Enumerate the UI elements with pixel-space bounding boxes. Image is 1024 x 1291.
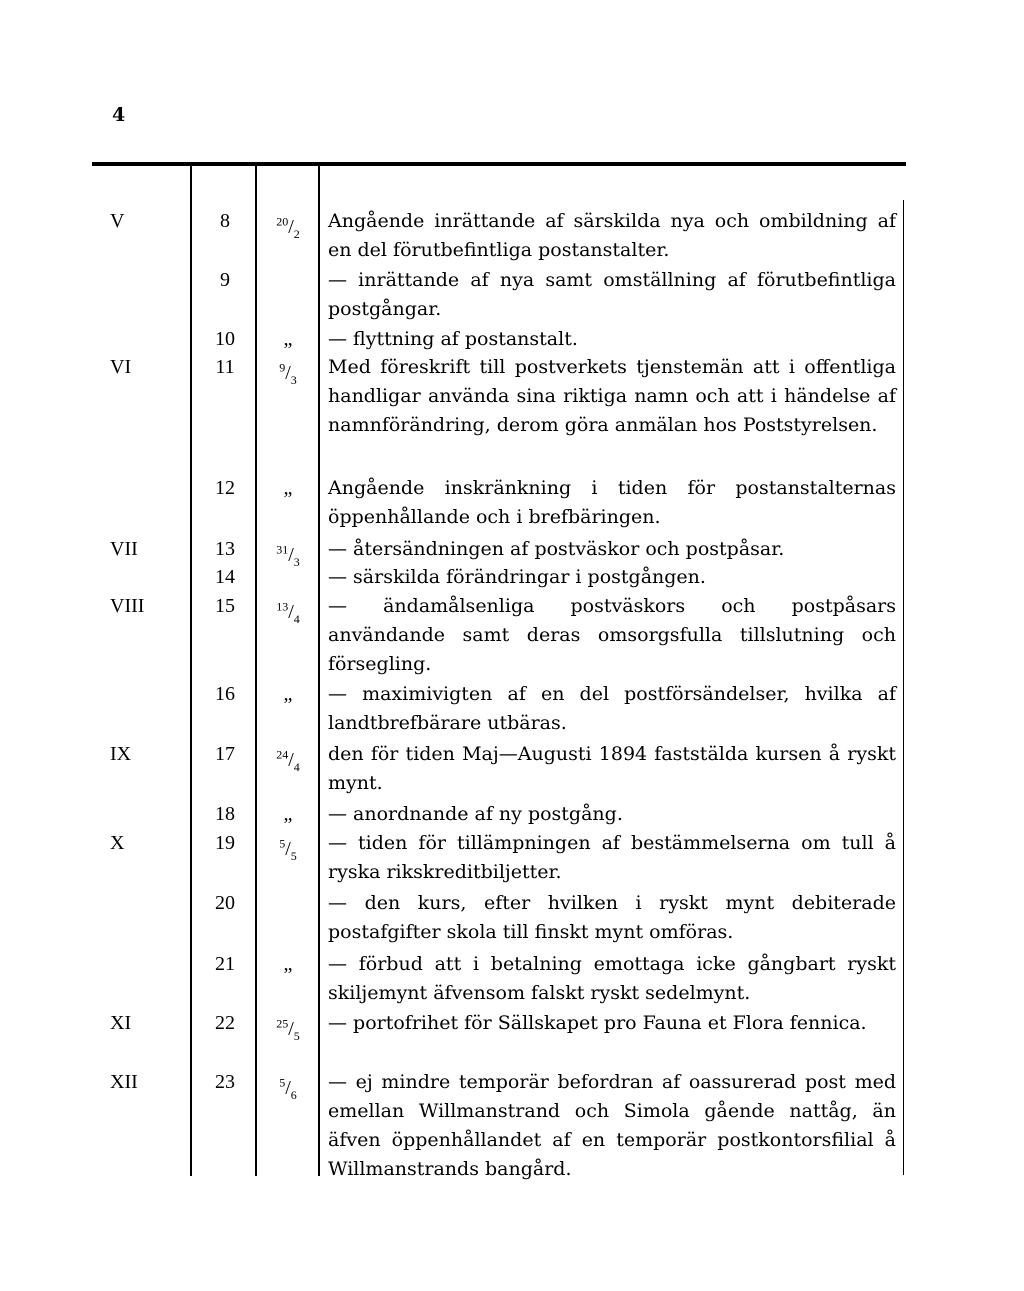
entry-date bbox=[262, 1068, 314, 1110]
list-item bbox=[0, 353, 1024, 473]
entry-date: „ bbox=[283, 328, 293, 350]
entry-date bbox=[262, 740, 314, 782]
entry-text: den för tiden Maj—Augusti 1894 faststälda kursen å ryskt mynt. bbox=[328, 743, 896, 794]
entry-date bbox=[262, 353, 314, 395]
entry-number: 11 bbox=[215, 356, 235, 378]
entry-date bbox=[262, 829, 314, 871]
section-number: VIII bbox=[110, 595, 145, 617]
date-fraction: $^{25}/_5$ bbox=[276, 1016, 300, 1043]
entry-text: Med föreskrift till postverkets tjenstemän att i offentliga handligar använda sina riktiga namn och att i händelse af namnförändring, derom göra anmälan hos Poststyrelsen. bbox=[328, 356, 896, 436]
entry-text: — ändamålsenliga postväskors och postpåsars användande samt deras omsorgsfulla tillslutning och försegling. bbox=[328, 595, 896, 675]
date-fraction: $^5/_6$ bbox=[279, 1075, 297, 1102]
section-number: VII bbox=[110, 538, 138, 560]
section-number: VI bbox=[110, 356, 132, 378]
list-item bbox=[0, 829, 1024, 889]
entry-number: 17 bbox=[215, 743, 235, 765]
entry-date: „ bbox=[283, 477, 293, 499]
header-rule bbox=[92, 162, 906, 166]
date-fraction: $^{20}/_2$ bbox=[276, 214, 300, 241]
entry-number: 9 bbox=[220, 269, 230, 291]
entry-text: — förbud att i betalning emottaga icke gångbart ryskt skiljemynt äfvensom falskt ryskt sedelmynt. bbox=[328, 953, 896, 1004]
date-fraction: $^{31}/_3$ bbox=[276, 542, 300, 569]
list-item bbox=[0, 800, 1024, 830]
entry-number: 14 bbox=[215, 566, 235, 588]
list-item bbox=[0, 535, 1024, 569]
list-item bbox=[0, 266, 1024, 326]
entry-date: „ bbox=[283, 683, 293, 705]
list-item bbox=[0, 563, 1024, 593]
entry-date bbox=[262, 207, 314, 249]
section-number: IX bbox=[110, 743, 132, 765]
list-item bbox=[0, 950, 1024, 1010]
entry-date: „ bbox=[283, 953, 293, 975]
entry-number: 20 bbox=[215, 892, 235, 914]
entry-number: 19 bbox=[215, 832, 235, 854]
entry-text: — den kurs, efter hvilken i ryskt mynt debiterade postafgifter skola till finskt mynt omföras. bbox=[328, 892, 896, 943]
date-fraction: $^5/_5$ bbox=[279, 836, 297, 863]
list-item bbox=[0, 1068, 1024, 1188]
entry-text: — särskilda förändringar i postgången. bbox=[328, 566, 706, 588]
entry-number: 22 bbox=[215, 1012, 235, 1034]
entry-text: Angående inrättande af särskilda nya och ombildning af en del förutbefintliga postanstalter. bbox=[328, 210, 896, 261]
entry-number: 13 bbox=[215, 538, 235, 560]
entry-date bbox=[262, 592, 314, 634]
entry-number: 15 bbox=[215, 595, 235, 617]
entry-text: — flyttning af postanstalt. bbox=[328, 328, 578, 350]
list-item bbox=[0, 1009, 1024, 1069]
entry-number: 16 bbox=[215, 683, 235, 705]
entry-text: — tiden för tillämpningen af bestämmelserna om tull å ryska rikskreditbiljetter. bbox=[328, 832, 896, 883]
entry-date bbox=[262, 1009, 314, 1051]
entry-text: Angående inskränkning i tiden för postanstalternas öppenhållande och i brefbäringen. bbox=[328, 477, 896, 528]
date-fraction: $^9/_3$ bbox=[279, 360, 297, 387]
page-number: 4 bbox=[112, 104, 126, 126]
entry-text: — inrättande af nya samt omställning af förutbefintliga postgångar. bbox=[328, 269, 896, 320]
list-item bbox=[0, 740, 1024, 800]
entry-text: — portofrihet för Sällskapet pro Fauna et Flora fennica. bbox=[328, 1012, 867, 1034]
date-fraction: $^{13}/_4$ bbox=[276, 599, 300, 626]
list-item bbox=[0, 592, 1024, 682]
section-number: X bbox=[110, 832, 125, 854]
entry-text: — ej mindre temporär befordran af oassurerad post med emellan Willmanstrand och Simola gående nattåg, än äfven öppenhållandet af en temporär postkontorsfilial å Willmanstrands bangård. bbox=[328, 1071, 896, 1180]
list-item bbox=[0, 474, 1024, 534]
list-item bbox=[0, 680, 1024, 740]
entry-text: — maximivigten af en del postförsändelser, hvilka af landtbrefbärare utbäras. bbox=[328, 683, 896, 734]
entry-text: — anordnande af ny postgång. bbox=[328, 803, 623, 825]
entry-number: 8 bbox=[220, 210, 230, 232]
section-number: V bbox=[110, 210, 125, 232]
list-item bbox=[0, 889, 1024, 949]
entry-number: 18 bbox=[215, 803, 235, 825]
list-item bbox=[0, 207, 1024, 267]
entry-date: „ bbox=[283, 803, 293, 825]
section-number: XI bbox=[110, 1012, 132, 1034]
section-number: XII bbox=[110, 1071, 138, 1093]
date-fraction: $^{24}/_4$ bbox=[276, 747, 300, 774]
entry-number: 12 bbox=[215, 477, 235, 499]
list-item bbox=[0, 325, 1024, 355]
entry-number: 23 bbox=[215, 1071, 235, 1093]
entry-number: 10 bbox=[215, 328, 235, 350]
entry-number: 21 bbox=[215, 953, 235, 975]
entry-text: — återsändningen af postväskor och postpåsar. bbox=[328, 538, 785, 560]
